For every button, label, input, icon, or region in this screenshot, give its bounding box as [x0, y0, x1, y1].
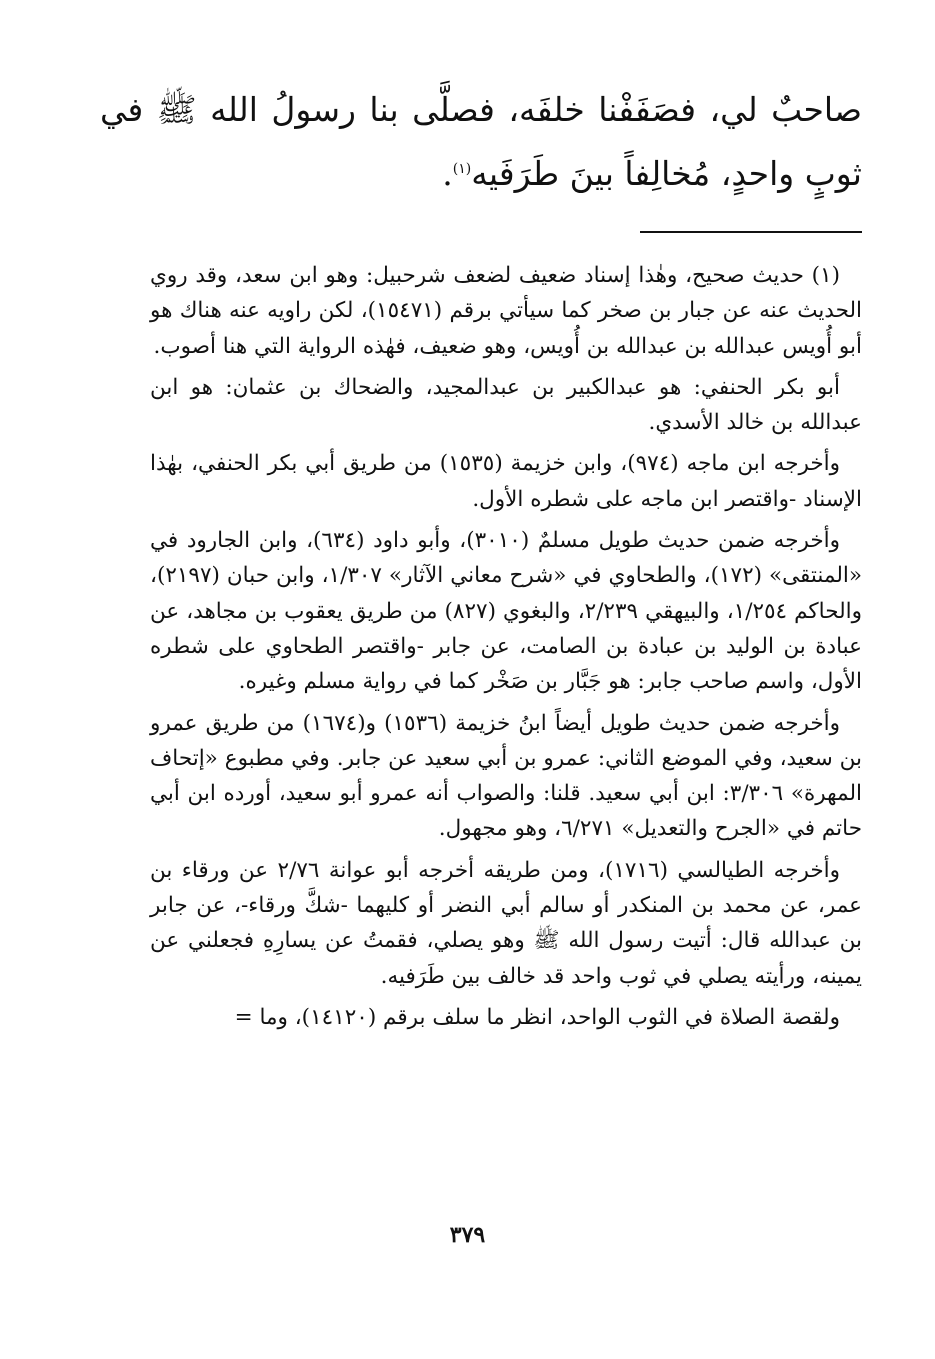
footnote-reference: (١): [452, 161, 472, 177]
page-number: ٣٧٩: [449, 1222, 486, 1248]
footnote-paragraph-5: وأخرجه ضمن حديث طويل أيضاً ابنُ خزيمة (١٥٣٦) و(١٦٧٤) من طريق عمرو بن سعيد، وفي الموضع الثاني: عمرو بن أبي سعيد عن جابر. وفي مطبوع «إتحاف المهرة» ٣/٣٠٦: ابن أبي سعيد. قلنا: والصواب أنه عمرو أبو سعيد، أورده ابن أبي حاتم في «الجرح والتعديل» ٦/٢٧١، وهو مجهول.: [150, 710, 863, 842]
footnote-divider: [640, 231, 862, 233]
main-text: [100, 78, 862, 206]
footnote-paragraph-4: وأخرجه ضمن حديث طويل مسلمٌ (٣٠١٠)، وأبو داود (٦٣٤)، وابن الجارود في «المنتقى» (١٧٢)، والطحاوي في «شرح معاني الآثار» ١/٣٠٧، وابن حبان (٢١٩٧)، والحاكم ١/٢٥٤، والبيهقي ٢/٢٣٩، والبغوي (٨٢٧) من طريق يعقوب بن مجاهد، عن عبادة بن الوليد بن عبادة بن الصامت، عن جابر -واقتصر الطحاوي على شطره الأول، واسم صاحب جابر: هو جَبَّار بن صَخْر كما في رواية مسلم وغيره.: [150, 528, 862, 695]
main-text-period: .: [442, 154, 453, 193]
main-text-line-2: واحدٍ، مُخالِفاً بينَ طَرَفَيه: [471, 154, 795, 193]
footnotes-section: [150, 258, 862, 1041]
footnote-paragraph-3: وأخرجه ابن ماجه (٩٧٤)، وابن خزيمة (١٥٣٥) من طريق أبي بكر الحنفي، بهٰذا الإسناد -واقتصر ابن ماجه على شطره الأول.: [150, 451, 862, 512]
footnote-paragraph-2: أبو بكر الحنفي: هو عبدالكبير بن عبدالمجيد، والضحاك بن عثمان: هو ابن عبدالله بن خالد الأسدي.: [150, 374, 862, 436]
footnote-paragraph-7: ولقصة الصلاة في الثوب الواحد، انظر ما سلف برقم (١٤١٢٠)، وما =: [234, 1004, 840, 1030]
footnote-paragraph-1: (١) حديث صحيح، وهٰذا إسناد ضعيف لضعف شرحبيل: وهو ابن سعد، وقد روي الحديث عنه عن جبار بن صخر كما سيأتي برقم (١٥٤٧١)، لكن راويه عنه هناك هو أبو أُويس عبدالله بن عبدالله بن أُويس، وهو ضعيف، فهٰذه الرواية التي هنا أصوب.: [150, 263, 862, 359]
footnote-paragraph-6: وأخرجه الطيالسي (١٧١٦)، ومن طريقه أخرجه أبو عوانة ٢/٧٦ عن ورقاء بن عمر، عن محمد بن المنكدر أو سالم أبي النضر أو كليهما -شكَّ ورقاء-، عن جابر بن عبدالله قال: أتيت رسول الله ﷺ وهو يصلي، فقمتُ عن يسارِهِ فجعلني عن يمينه، ورأيته يصلي في ثوب واحد قد خالف بين طَرَفيه.: [150, 857, 862, 989]
main-text-line-1: صاحبٌ لي، فصَفَفْنا خلفَه، فصلَّى بنا رسولُ الله ﷺ في ثوبٍ: [100, 90, 862, 193]
